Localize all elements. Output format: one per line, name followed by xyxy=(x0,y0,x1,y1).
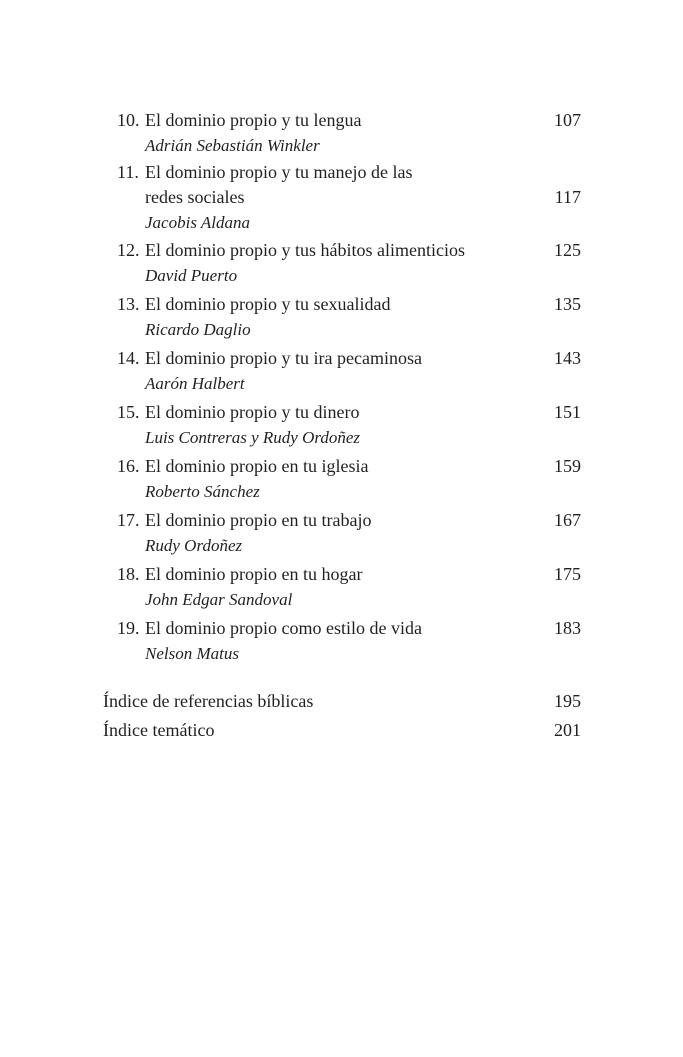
page-number: 117 xyxy=(554,187,581,207)
toc-entry-author-line xyxy=(117,263,581,288)
toc-entry-author-line xyxy=(117,371,581,396)
toc-entry-title-line xyxy=(117,160,581,185)
toc-entry-title-line xyxy=(117,616,581,641)
chapter-title: El dominio propio como estilo de vida xyxy=(145,618,422,638)
toc-entry-title-line xyxy=(117,292,581,317)
chapter-title: El dominio propio en tu iglesia xyxy=(145,456,369,476)
toc-entry-title-line xyxy=(117,238,581,263)
chapter-author: Roberto Sánchez xyxy=(145,482,260,501)
toc-entry-17[interactable] xyxy=(117,508,581,558)
index-title: Índice de referencias bíblicas xyxy=(103,691,314,711)
toc-entry-14[interactable] xyxy=(117,346,581,396)
chapter-number: 10. xyxy=(117,110,140,130)
page-number: 151 xyxy=(554,402,581,422)
toc-entry-11[interactable] xyxy=(117,160,581,235)
chapter-title-line-2: redes sociales xyxy=(145,187,245,207)
toc-entry-author-line xyxy=(117,587,581,612)
chapter-title: El dominio propio y tus hábitos alimenticios xyxy=(145,240,465,260)
toc-entry-12[interactable] xyxy=(117,238,581,288)
page-number: 107 xyxy=(554,110,581,130)
chapter-number: 17. xyxy=(117,510,140,530)
page-number: 135 xyxy=(554,294,581,314)
toc-entry-title-line xyxy=(117,400,581,425)
chapter-number: 15. xyxy=(117,402,140,422)
chapter-author: Aarón Halbert xyxy=(145,374,245,393)
chapter-number: 18. xyxy=(117,564,140,584)
chapter-author: Rudy Ordoñez xyxy=(145,536,243,555)
toc-entry-10[interactable] xyxy=(117,108,581,158)
toc-entry-title-line xyxy=(117,108,581,133)
toc-index-thematic[interactable] xyxy=(103,718,581,743)
chapter-title: El dominio propio y tu lengua xyxy=(145,110,362,130)
toc-entry-13[interactable] xyxy=(117,292,581,342)
chapter-author: Luis Contreras y Rudy Ordoñez xyxy=(145,428,361,447)
page-number: 143 xyxy=(554,348,581,368)
page-number: 125 xyxy=(554,240,581,260)
chapter-author: Jacobis Aldana xyxy=(145,213,250,232)
toc-entry-title-line xyxy=(117,185,581,210)
chapter-title: El dominio propio y tu ira pecaminosa xyxy=(145,348,422,368)
chapter-author: Nelson Matus xyxy=(145,644,239,663)
page-number: 159 xyxy=(554,456,581,476)
chapter-author: John Edgar Sandoval xyxy=(145,590,293,609)
chapter-author: Adrián Sebastián Winkler xyxy=(145,136,320,155)
chapter-number: 19. xyxy=(117,618,140,638)
toc-entry-title-line xyxy=(117,454,581,479)
chapter-title: El dominio propio en tu hogar xyxy=(145,564,363,584)
chapter-author: Ricardo Daglio xyxy=(145,320,251,339)
page-number: 167 xyxy=(554,510,581,530)
chapter-title: El dominio propio y tu dinero xyxy=(145,402,360,422)
toc-entry-author-line xyxy=(117,533,581,558)
toc-entry-author-line xyxy=(117,317,581,342)
page-number: 183 xyxy=(554,618,581,638)
chapter-number: 16. xyxy=(117,456,140,476)
page-number: 175 xyxy=(554,564,581,584)
toc-entry-title-line xyxy=(117,562,581,587)
page-number: 195 xyxy=(554,691,581,711)
toc-entry-18[interactable] xyxy=(117,562,581,612)
chapter-author: David Puerto xyxy=(145,266,238,285)
toc-index-biblical-references[interactable] xyxy=(103,689,581,714)
toc-entry-19[interactable] xyxy=(117,616,581,666)
toc-entry-author-line xyxy=(117,479,581,504)
chapter-number: 14. xyxy=(117,348,140,368)
toc-entry-author-line xyxy=(117,641,581,666)
toc-entry-16[interactable] xyxy=(117,454,581,504)
chapter-number: 11. xyxy=(117,162,139,182)
toc-entry-15[interactable] xyxy=(117,400,581,450)
toc-entry-author-line xyxy=(117,210,581,235)
chapter-number: 12. xyxy=(117,240,140,260)
index-title: Índice temático xyxy=(103,720,215,740)
chapter-title-line-1: El dominio propio y tu manejo de las xyxy=(145,162,413,182)
toc-entry-author-line xyxy=(117,133,581,158)
chapter-title: El dominio propio y tu sexualidad xyxy=(145,294,391,314)
page-number: 201 xyxy=(554,720,581,740)
toc-entry-title-line xyxy=(117,508,581,533)
chapter-number: 13. xyxy=(117,294,140,314)
toc-entry-author-line xyxy=(117,425,581,450)
chapter-title: El dominio propio en tu trabajo xyxy=(145,510,372,530)
toc-entry-title-line xyxy=(117,346,581,371)
